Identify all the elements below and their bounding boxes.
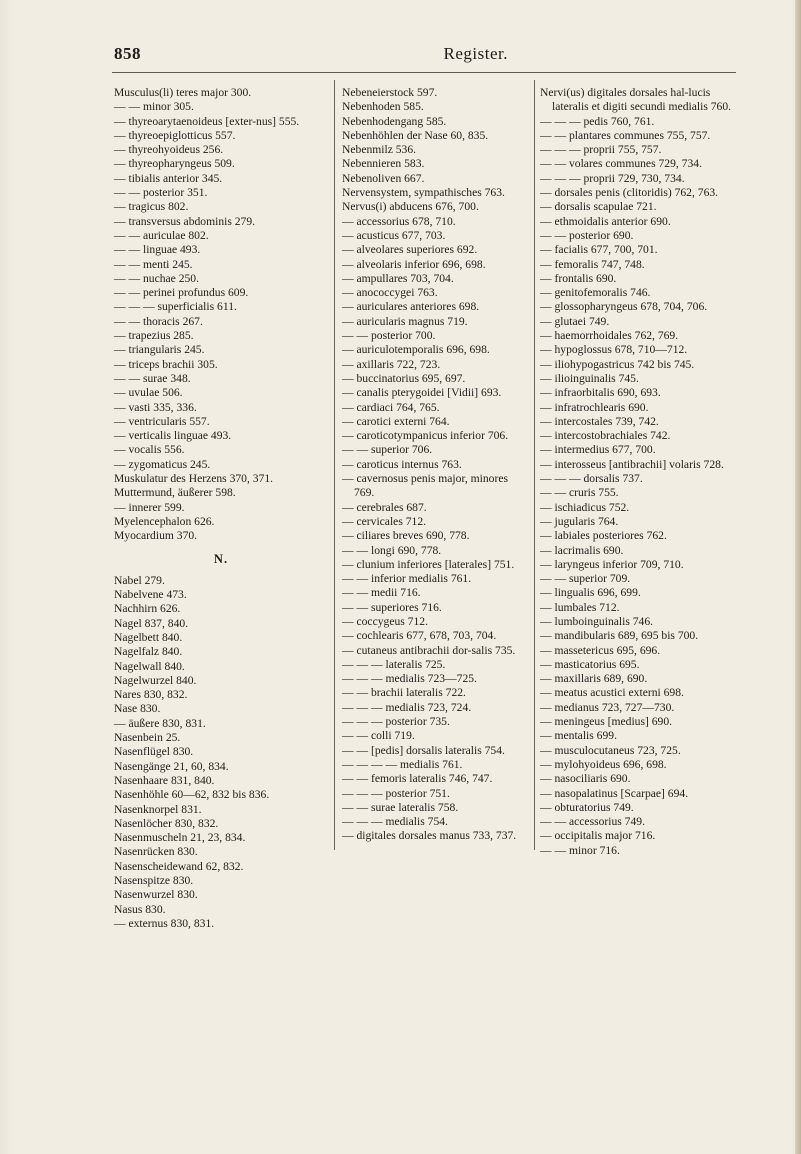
index-entry: Nares 830, 832. bbox=[114, 688, 188, 702]
index-entry: — digitales dorsales manus 733, 737. bbox=[342, 829, 517, 843]
index-entry: — transversus abdominis 279. bbox=[114, 214, 256, 228]
index-entry: — — surae lateralis 758. bbox=[342, 800, 459, 814]
index-entry: Nasenmuscheln 21, 23, 834. bbox=[114, 831, 246, 845]
index-entry: — nasopalatinus [Scarpae] 694. bbox=[540, 786, 689, 800]
index-entry: — thyreopharyngeus 509. bbox=[114, 157, 235, 171]
index-entry: — femoralis 747, 748. bbox=[540, 257, 645, 271]
index-entry: Nebenhoden 585. bbox=[342, 100, 424, 114]
index-entry: Myocardium 370. bbox=[114, 529, 198, 543]
index-entry: Nasenhöhle 60—62, 832 bis 836. bbox=[114, 788, 270, 802]
index-entry: — — [pedis] dorsalis lateralis 754. bbox=[342, 743, 505, 757]
index-entry: — genitofemoralis 746. bbox=[540, 286, 651, 300]
index-entry: — coccygeus 712. bbox=[342, 614, 428, 628]
index-entry: — cavernosus penis major, minores 769. bbox=[342, 472, 508, 500]
index-entry: — — femoris lateralis 746, 747. bbox=[342, 772, 493, 786]
index-entry: Nasengänge 21, 60, 834. bbox=[114, 759, 229, 773]
index-entry: — innerer 599. bbox=[114, 500, 185, 514]
index-entry: Nebennieren 583. bbox=[342, 157, 425, 171]
index-entry: Nagelwall 840. bbox=[114, 659, 185, 673]
index-entry: — glossopharyngeus 678, 704, 706. bbox=[540, 300, 708, 314]
index-entry: Muttermund, äußerer 598. bbox=[114, 486, 236, 500]
index-entry: — haemorrhoidales 762, 769. bbox=[540, 329, 679, 343]
index-entry: — caroticus internus 763. bbox=[342, 457, 462, 471]
index-entry: — — — medialis 723, 724. bbox=[342, 700, 472, 714]
index-entry: — — — superficialis 611. bbox=[114, 300, 237, 314]
index-entry: — cutaneus antibrachii dor-salis 735. bbox=[342, 643, 516, 657]
index-entry: — — — proprii 755, 757. bbox=[540, 143, 662, 157]
page-header bbox=[112, 44, 736, 70]
index-entry: — massetericus 695, 696. bbox=[540, 643, 661, 657]
index-entry: — nasociliaris 690. bbox=[540, 772, 631, 786]
index-entry: — — accessorius 749. bbox=[540, 815, 645, 829]
index-entry: — uvulae 506. bbox=[114, 386, 183, 400]
index-entry: Muskulatur des Herzens 370, 371. bbox=[114, 472, 274, 486]
index-entry: Musculus(li) teres major 300. bbox=[114, 86, 252, 99]
index-entry: — interosseus [antibrachii] volaris 728. bbox=[540, 457, 724, 471]
index-entry: — — superior 709. bbox=[540, 572, 631, 586]
index-entry: — cervicales 712. bbox=[342, 514, 427, 528]
running-title: Register. bbox=[443, 44, 508, 63]
index-entry: — — minor 716. bbox=[540, 843, 620, 857]
index-entry: — — minor 305. bbox=[114, 100, 194, 114]
column-divider bbox=[534, 80, 535, 850]
index-entry: Nebenhodengang 585. bbox=[342, 114, 447, 128]
page-edge bbox=[795, 0, 801, 1154]
index-entry: — — linguae 493. bbox=[114, 243, 201, 257]
index-entry: — — — posterior 735. bbox=[342, 715, 450, 729]
index-entry: Nasenrücken 830. bbox=[114, 845, 198, 859]
index-entry: — — volares communes 729, 734. bbox=[540, 157, 702, 171]
index-entry: Nasenflügel 830. bbox=[114, 745, 194, 759]
index-entry: — tragicus 802. bbox=[114, 200, 189, 214]
index-entry: — — cruris 755. bbox=[540, 486, 619, 500]
index-entry: — thyreoepiglotticus 557. bbox=[114, 128, 236, 142]
index-entries-n bbox=[114, 574, 328, 931]
index-entry: — jugularis 764. bbox=[540, 514, 619, 528]
index-entry: — lingualis 696, 699. bbox=[540, 586, 641, 600]
index-entry: — äußere 830, 831. bbox=[114, 716, 206, 730]
index-entry: — — perinei profundus 609. bbox=[114, 286, 249, 300]
index-entry: — lumboinguinalis 746. bbox=[540, 614, 654, 628]
index-entry: — ventricularis 557. bbox=[114, 414, 210, 428]
index-entry: Nasenscheidewand 62, 832. bbox=[114, 859, 244, 873]
index-entry: — thyreohyoideus 256. bbox=[114, 143, 224, 157]
index-entry: — facialis 677, 700, 701. bbox=[540, 243, 658, 257]
index-entry: Nabelvene 473. bbox=[114, 588, 187, 602]
index-entry: — — inferior medialis 761. bbox=[342, 572, 472, 586]
index-entry: Nervensystem, sympathisches 763. bbox=[342, 186, 505, 200]
index-entry: — infratrochlearis 690. bbox=[540, 400, 649, 414]
index-entry: — buccinatorius 695, 697. bbox=[342, 371, 466, 385]
index-entry: — medianus 723, 727—730. bbox=[540, 700, 675, 714]
index-entry: Nagelwurzel 840. bbox=[114, 673, 197, 687]
index-entry: — ilioinguinalis 745. bbox=[540, 371, 639, 385]
index-entry: — auriculotemporalis 696, 698. bbox=[342, 343, 490, 357]
index-entry: Nasenlöcher 830, 832. bbox=[114, 816, 219, 830]
index-entry: — cochlearis 677, 678, 703, 704. bbox=[342, 629, 497, 643]
index-entry: — meningeus [medius] 690. bbox=[540, 715, 673, 729]
index-entry: — occipitalis major 716. bbox=[540, 829, 656, 843]
index-entry: — alveolaris inferior 696, 698. bbox=[342, 257, 486, 271]
index-entry: — — — medialis 754. bbox=[342, 815, 448, 829]
index-entry: — musculocutaneus 723, 725. bbox=[540, 743, 681, 757]
index-entry: — — — pedis 760, 761. bbox=[540, 114, 655, 128]
index-entry: — — — dorsalis 737. bbox=[540, 472, 643, 486]
index-entry: — lumbales 712. bbox=[540, 600, 620, 614]
index-entry: — — thoracis 267. bbox=[114, 314, 203, 328]
index-entry: — laryngeus inferior 709, 710. bbox=[540, 557, 684, 571]
index-entry: — dorsales penis (clitoridis) 762, 763. bbox=[540, 186, 719, 200]
index-entry: Nagelfalz 840. bbox=[114, 645, 183, 659]
index-entry: — auriculares anteriores 698. bbox=[342, 300, 480, 314]
index-entry: — — brachii lateralis 722. bbox=[342, 686, 466, 700]
index-entry: — dorsalis scapulae 721. bbox=[540, 200, 657, 214]
index-entry: Nabel 279. bbox=[114, 573, 165, 587]
index-entry: — labiales posteriores 762. bbox=[540, 529, 667, 543]
column-divider bbox=[334, 80, 335, 850]
index-entry: — intermedius 677, 700. bbox=[540, 443, 656, 457]
index-entry: — — menti 245. bbox=[114, 257, 193, 271]
index-entry: Nebeneierstock 597. bbox=[342, 86, 438, 99]
index-entry: — — posterior 351. bbox=[114, 186, 208, 200]
index-entry: — — — posterior 751. bbox=[342, 786, 450, 800]
index-entry: — intercostobrachiales 742. bbox=[540, 429, 671, 443]
index-entry: Nervi(us) digitales dorsales hal-lucis lateralis et digiti secundi medialis 760. bbox=[540, 86, 732, 114]
index-entry: — — — medialis 723—725. bbox=[342, 672, 477, 686]
index-entry: Nase 830. bbox=[114, 702, 161, 716]
index-column-3 bbox=[540, 86, 732, 858]
index-entry: — lacrimalis 690. bbox=[540, 543, 624, 557]
index-entry: — — nuchae 250. bbox=[114, 271, 200, 285]
index-entry: — alveolares superiores 692. bbox=[342, 243, 478, 257]
index-entry: — — — lateralis 725. bbox=[342, 657, 446, 671]
index-entry: — ciliares breves 690, 778. bbox=[342, 529, 470, 543]
index-entry: — — posterior 700. bbox=[342, 329, 436, 343]
index-entry: — auricularis magnus 719. bbox=[342, 314, 468, 328]
index-entry: — — surae 348. bbox=[114, 371, 191, 385]
index-column-1 bbox=[114, 86, 328, 931]
page-number: 858 bbox=[114, 44, 141, 63]
index-entry: — meatus acustici externi 698. bbox=[540, 686, 684, 700]
index-entry: — — medii 716. bbox=[342, 586, 421, 600]
index-entry: Nebenhöhlen der Nase 60, 835. bbox=[342, 128, 489, 142]
index-entry: Nagel 837, 840. bbox=[114, 616, 189, 630]
header-rule bbox=[112, 72, 736, 73]
index-entry: — infraorbitalis 690, 693. bbox=[540, 386, 661, 400]
index-entry: — vocalis 556. bbox=[114, 443, 185, 457]
index-entry: — triangularis 245. bbox=[114, 343, 205, 357]
index-entry: Nebenmilz 536. bbox=[342, 143, 417, 157]
index-entry: — acusticus 677, 703. bbox=[342, 228, 446, 242]
index-entry: — externus 830, 831. bbox=[114, 916, 215, 930]
index-entry: — ethmoidalis anterior 690. bbox=[540, 214, 671, 228]
index-entry: — frontalis 690. bbox=[540, 271, 617, 285]
index-entry: — maxillaris 689, 690. bbox=[540, 672, 648, 686]
index-entry: — carotici externi 764. bbox=[342, 414, 450, 428]
index-entry: — obturatorius 749. bbox=[540, 800, 634, 814]
index-entry: — trapezius 285. bbox=[114, 329, 194, 343]
index-entry: Nasus 830. bbox=[114, 902, 166, 916]
index-entry: — accessorius 678, 710. bbox=[342, 214, 456, 228]
index-entry: — thyreoarytaenoideus [exter-nus] 555. bbox=[114, 114, 300, 128]
index-entry: Nagelbett 840. bbox=[114, 630, 183, 644]
index-entry: — canalis pterygoidei [Vidii] 693. bbox=[342, 386, 502, 400]
index-entry: — — longi 690, 778. bbox=[342, 543, 442, 557]
index-entry: — — superior 706. bbox=[342, 443, 433, 457]
index-entry: Nasenspitze 830. bbox=[114, 874, 194, 888]
index-entry: — mylohyoideus 696, 698. bbox=[540, 757, 667, 771]
section-letter-n: N. bbox=[213, 551, 229, 566]
index-entry: Nachhirn 626. bbox=[114, 602, 181, 616]
index-entry: — intercostales 739, 742. bbox=[540, 414, 659, 428]
index-entry: — masticatorius 695. bbox=[540, 657, 640, 671]
index-entry: — — colli 719. bbox=[342, 729, 415, 743]
index-entry: Nasenwurzel 830. bbox=[114, 888, 198, 902]
index-entry: — mentalis 699. bbox=[540, 729, 617, 743]
index-entry: — tibialis anterior 345. bbox=[114, 171, 223, 185]
index-column-2 bbox=[342, 86, 530, 844]
index-entry: — — — — medialis 761. bbox=[342, 757, 463, 771]
index-entry: — triceps brachii 305. bbox=[114, 357, 218, 371]
index-entry: — axillaris 722, 723. bbox=[342, 357, 441, 371]
index-entry: — — posterior 690. bbox=[540, 228, 634, 242]
index-entry: — mandibularis 689, 695 bis 700. bbox=[540, 629, 699, 643]
index-entry: — — — proprii 729, 730, 734. bbox=[540, 171, 685, 185]
index-entry: — anococcygei 763. bbox=[342, 286, 438, 300]
index-entries-m bbox=[114, 86, 328, 544]
index-entry: — clunium inferiores [laterales] 751. bbox=[342, 557, 515, 571]
index-entry: Myelencephalon 626. bbox=[114, 514, 215, 528]
index-entry: Nebenoliven 667. bbox=[342, 171, 425, 185]
index-entry: — iliohypogastricus 742 bis 745. bbox=[540, 357, 695, 371]
index-entry: — caroticotympanicus inferior 706. bbox=[342, 429, 509, 443]
index-entry: — glutaei 749. bbox=[540, 314, 610, 328]
index-entry: — hypoglossus 678, 710—712. bbox=[540, 343, 688, 357]
index-entry: Nasenhaare 831, 840. bbox=[114, 773, 215, 787]
index-entry: — ischiadicus 752. bbox=[540, 500, 630, 514]
index-entry: Nervus(i) abducens 676, 700. bbox=[342, 200, 479, 214]
index-entry: — — plantares communes 755, 757. bbox=[540, 128, 711, 142]
index-entry: — verticalis linguae 493. bbox=[114, 429, 232, 443]
index-entry: — cardiaci 764, 765. bbox=[342, 400, 440, 414]
index-entry: Nasenbein 25. bbox=[114, 731, 181, 745]
index-entry: — — auriculae 802. bbox=[114, 228, 209, 242]
index-entry: — zygomaticus 245. bbox=[114, 457, 211, 471]
index-entry: — cerebrales 687. bbox=[342, 500, 427, 514]
index-entry: — ampullares 703, 704. bbox=[342, 271, 454, 285]
index-entry: Nasenknorpel 831. bbox=[114, 802, 202, 816]
index-entry: — vasti 335, 336. bbox=[114, 400, 197, 414]
index-entry: — — superiores 716. bbox=[342, 600, 442, 614]
